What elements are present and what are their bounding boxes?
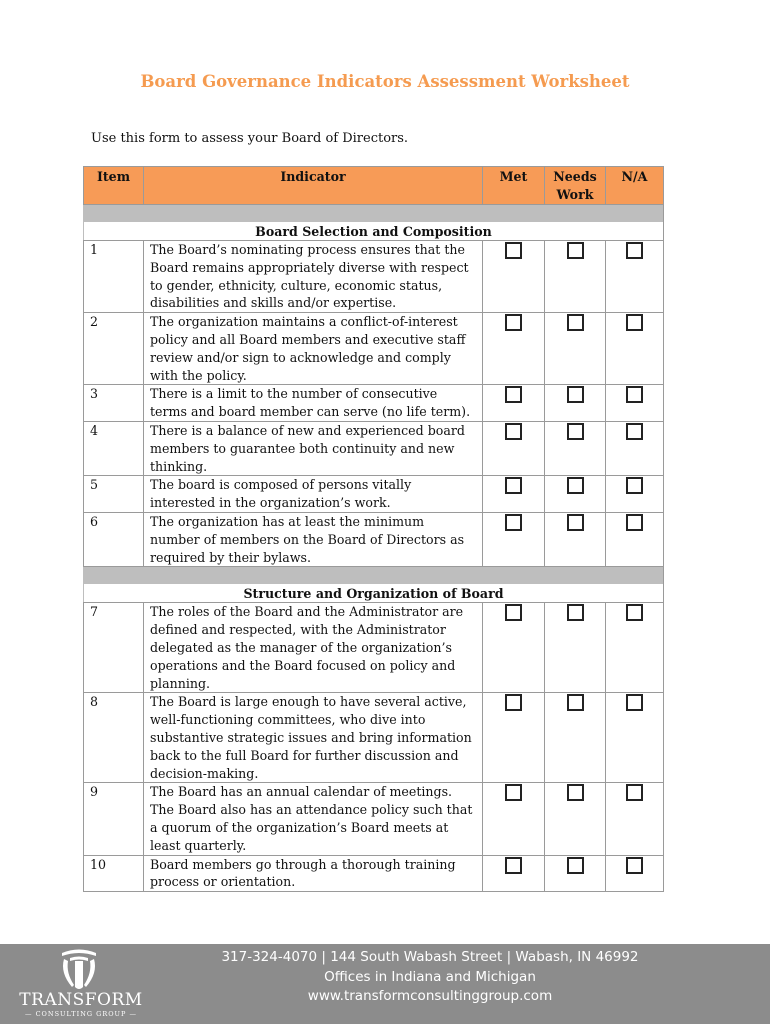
footer-contact — [180, 948, 680, 1007]
needs-work-cell — [545, 241, 606, 313]
table-row — [84, 313, 664, 385]
needs-work-checkbox[interactable] — [567, 423, 584, 440]
table-row — [84, 241, 664, 313]
na-cell — [606, 603, 664, 693]
item-number: 5 — [84, 476, 144, 513]
needs-work-checkbox[interactable] — [567, 784, 584, 801]
na-cell — [606, 476, 664, 513]
indicator-text: The Board has an annual calendar of meetings. The Board also has an attendance policy such that a quorum of the organization’s Board meets at least quarterly. — [144, 783, 483, 855]
na-checkbox[interactable] — [626, 242, 643, 259]
column-header-indicator: Indicator — [144, 167, 483, 205]
table-row — [84, 385, 664, 422]
footer-address: 317-324-4070 | 144 South Wabash Street | Wabash, IN 46992 — [221, 949, 639, 965]
footer-website: www.transformconsultinggroup.com — [307, 988, 553, 1004]
section-title-text: Board Selection and Composition — [84, 222, 663, 240]
column-header-needs-work-line1: Needs — [553, 169, 597, 184]
na-checkbox[interactable] — [626, 857, 643, 874]
met-checkbox[interactable] — [505, 604, 522, 621]
assessment-table — [83, 166, 664, 892]
met-checkbox[interactable] — [505, 857, 522, 874]
item-number: 8 — [84, 693, 144, 783]
indicator-text: The Board is large enough to have several active, well-functioning committees, who dive into substantive strategic issues and bring information back to the full Board for further discussion and decision-making. — [144, 693, 483, 783]
table-row — [84, 855, 664, 892]
indicator-text: There is a balance of new and experienced board members to guarantee both continuity and new thinking. — [144, 421, 483, 475]
na-cell — [606, 693, 664, 783]
na-checkbox[interactable] — [626, 477, 643, 494]
met-cell — [483, 693, 545, 783]
met-checkbox[interactable] — [505, 784, 522, 801]
met-checkbox[interactable] — [505, 694, 522, 711]
column-header-needs-work — [545, 167, 606, 205]
table-row — [84, 476, 664, 513]
item-number: 6 — [84, 512, 144, 566]
item-number: 3 — [84, 385, 144, 422]
na-checkbox[interactable] — [626, 514, 643, 531]
needs-work-checkbox[interactable] — [567, 242, 584, 259]
needs-work-checkbox[interactable] — [567, 857, 584, 874]
table-row — [84, 512, 664, 566]
na-cell — [606, 385, 664, 422]
na-cell — [606, 855, 664, 892]
item-number: 2 — [84, 313, 144, 385]
column-header-needs-work-line2: Work — [556, 186, 594, 202]
needs-work-checkbox[interactable] — [567, 694, 584, 711]
met-cell — [483, 783, 545, 855]
indicator-text: The board is composed of persons vitally interested in the organization’s work. — [144, 476, 483, 513]
item-number: 4 — [84, 421, 144, 475]
table-row — [84, 783, 664, 855]
footer-offices: Offices in Indiana and Michigan — [324, 968, 536, 985]
table-row — [84, 603, 664, 693]
met-checkbox[interactable] — [505, 514, 522, 531]
na-checkbox[interactable] — [626, 314, 643, 331]
section-header-row — [84, 205, 664, 241]
table-header-row — [84, 167, 664, 205]
logo-wordmark: TRANSFORM — [19, 990, 143, 1010]
transform-logo-icon — [58, 947, 100, 991]
needs-work-cell — [545, 855, 606, 892]
column-header-item: Item — [84, 167, 144, 205]
met-cell — [483, 421, 545, 475]
needs-work-cell — [545, 313, 606, 385]
needs-work-checkbox[interactable] — [567, 514, 584, 531]
met-checkbox[interactable] — [505, 242, 522, 259]
na-checkbox[interactable] — [626, 423, 643, 440]
item-number: 1 — [84, 241, 144, 313]
section-title — [84, 205, 664, 241]
section-header-row — [84, 567, 664, 603]
needs-work-checkbox[interactable] — [567, 477, 584, 494]
met-checkbox[interactable] — [505, 386, 522, 403]
needs-work-cell — [545, 512, 606, 566]
intro-text: Use this form to assess your Board of Directors. — [91, 131, 409, 146]
section-title — [84, 567, 664, 603]
na-cell — [606, 783, 664, 855]
na-checkbox[interactable] — [626, 784, 643, 801]
met-cell — [483, 385, 545, 422]
na-cell — [606, 241, 664, 313]
na-cell — [606, 313, 664, 385]
page-title: Board Governance Indicators Assessment Worksheet — [140, 72, 630, 91]
needs-work-cell — [545, 693, 606, 783]
needs-work-checkbox[interactable] — [567, 604, 584, 621]
met-cell — [483, 512, 545, 566]
indicator-text: The organization maintains a conflict-of-interest policy and all Board members and executive staff review and/or sign to acknowledge and comply with the policy. — [144, 313, 483, 385]
met-checkbox[interactable] — [505, 477, 522, 494]
indicator-text: The roles of the Board and the Administrator are defined and respected, with the Administrator delegated as the manager of the organization’s operations and the Board focused on policy and planning. — [144, 603, 483, 693]
item-number: 7 — [84, 603, 144, 693]
table-row — [84, 693, 664, 783]
table-row — [84, 421, 664, 475]
needs-work-checkbox[interactable] — [567, 314, 584, 331]
na-checkbox[interactable] — [626, 386, 643, 403]
needs-work-cell — [545, 476, 606, 513]
na-cell — [606, 512, 664, 566]
section-title-text: Structure and Organization of Board — [84, 584, 663, 602]
na-checkbox[interactable] — [626, 694, 643, 711]
met-cell — [483, 855, 545, 892]
met-checkbox[interactable] — [505, 423, 522, 440]
met-cell — [483, 313, 545, 385]
indicator-text: The Board’s nominating process ensures that the Board remains appropriately diverse with respect to gender, ethnicity, culture, economic status, disabilities and skills and/or expertise. — [144, 241, 483, 313]
indicator-text: Board members go through a thorough training process or orientation. — [144, 855, 483, 892]
needs-work-checkbox[interactable] — [567, 386, 584, 403]
column-header-na: N/A — [606, 167, 664, 205]
met-cell — [483, 603, 545, 693]
footer-band — [0, 944, 770, 1024]
met-cell — [483, 241, 545, 313]
met-cell — [483, 476, 545, 513]
indicator-text: The organization has at least the minimum number of members on the Board of Directors as required by their bylaws. — [144, 512, 483, 566]
indicator-text: There is a limit to the number of consecutive terms and board member can serve (no life term). — [144, 385, 483, 422]
needs-work-cell — [545, 385, 606, 422]
item-number: 9 — [84, 783, 144, 855]
met-checkbox[interactable] — [505, 314, 522, 331]
column-header-met: Met — [483, 167, 545, 205]
item-number: 10 — [84, 855, 144, 892]
company-logo — [16, 946, 146, 1022]
na-cell — [606, 421, 664, 475]
needs-work-cell — [545, 603, 606, 693]
needs-work-cell — [545, 783, 606, 855]
na-checkbox[interactable] — [626, 604, 643, 621]
logo-subtitle: — CONSULTING GROUP — — [25, 1010, 137, 1018]
needs-work-cell — [545, 421, 606, 475]
